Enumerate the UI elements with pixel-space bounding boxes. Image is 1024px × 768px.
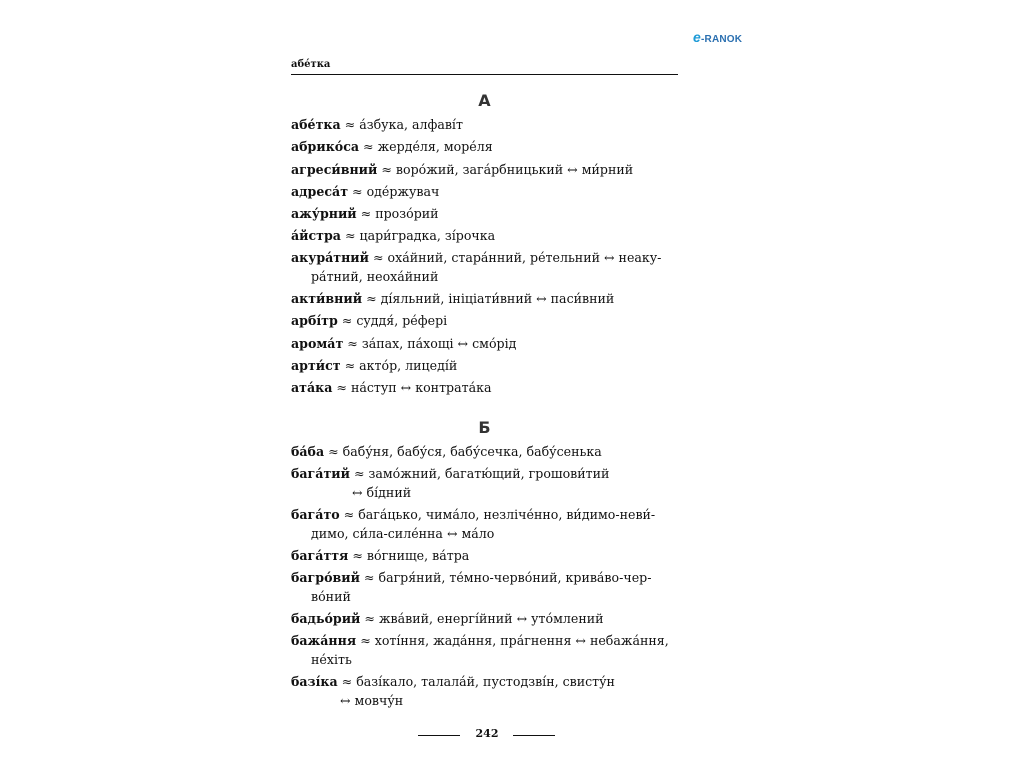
dictionary-entry xyxy=(291,182,681,201)
dictionary-entry xyxy=(291,289,681,308)
dictionary-entry xyxy=(291,137,681,156)
definition: ≈ во́гнище, ва́тра xyxy=(348,548,470,563)
definition: ≈ оде́ржувач xyxy=(348,184,440,199)
headword: а́йстра xyxy=(291,228,341,243)
dictionary-entry xyxy=(291,334,681,353)
definition: ≈ акто́р, лицеді́й xyxy=(340,358,458,373)
dictionary-entry xyxy=(291,248,681,267)
headword: арти́ст xyxy=(291,358,341,373)
definition-continuation: во́ний xyxy=(311,589,351,604)
definition: ≈ ді́яльний, ініціати́вний ↔ паси́вний xyxy=(362,291,615,306)
definition: ≈ замо́жний, багатю́щий, грошови́тий xyxy=(349,466,610,481)
dictionary-entry xyxy=(291,609,681,628)
headword: базі́ка xyxy=(291,674,338,689)
definition-continuation: ↔ бі́дний xyxy=(352,485,412,500)
dictionary-entry xyxy=(291,311,681,330)
dictionary-entry xyxy=(291,356,681,375)
headword: бага́тий xyxy=(291,466,350,481)
definition: ≈ жва́вий, енергі́йний ↔ уто́млений xyxy=(360,611,604,626)
definition-continuation: ↔ мовчу́н xyxy=(340,693,404,708)
logo-e: e xyxy=(693,29,701,45)
headword: абе́тка xyxy=(291,117,341,132)
headword: ажу́рний xyxy=(291,206,357,221)
headword: багро́вий xyxy=(291,570,360,585)
headword: абрико́са xyxy=(291,139,360,154)
dictionary-entry xyxy=(291,568,681,587)
running-head: абе́тка xyxy=(291,59,331,70)
section-letter-a: А xyxy=(478,91,491,110)
definition: ≈ бага́цько, чима́ло, незліче́нно, ви́димо-неви́- xyxy=(339,507,656,522)
headword: бажа́ння xyxy=(291,633,357,648)
headword: агреси́вний xyxy=(291,162,378,177)
dictionary-entry xyxy=(291,226,681,245)
footer-rule-right xyxy=(513,735,555,736)
headword: адреса́т xyxy=(291,184,349,199)
definition: ≈ бабу́ня, бабу́ся, бабу́сечка, бабу́сенька xyxy=(324,444,602,459)
dictionary-entry xyxy=(291,546,681,565)
definition: ≈ на́ступ ↔ контрата́ка xyxy=(332,380,492,395)
dictionary-entry xyxy=(291,464,681,483)
dictionary-entry xyxy=(291,115,681,134)
definition-continuation: димо, си́ла-силе́нна ↔ ма́ло xyxy=(311,526,495,541)
definition: ≈ оха́йний, стара́нний, ре́тельний ↔ неаку- xyxy=(369,250,662,265)
definition: ≈ а́збука, алфаві́т xyxy=(340,117,463,132)
publisher-logo xyxy=(693,29,742,45)
logo-text: -RANOK xyxy=(701,34,743,45)
definition: ≈ суддя́, ре́фері xyxy=(337,313,448,328)
footer-rule-left xyxy=(418,735,460,736)
dictionary-entry xyxy=(291,160,681,179)
header-rule xyxy=(291,74,678,75)
dictionary-entry xyxy=(291,442,681,461)
page-number: 242 xyxy=(475,727,499,740)
dictionary-entry xyxy=(291,505,681,524)
headword: ата́ка xyxy=(291,380,333,395)
definition: ≈ багря́ний, те́мно-черво́ний, крива́во-чер- xyxy=(359,570,652,585)
headword: арома́т xyxy=(291,336,344,351)
definition: ≈ жерде́ля, море́ля xyxy=(359,139,493,154)
headword: бадьо́рий xyxy=(291,611,361,626)
definition: ≈ прозо́рий xyxy=(356,206,439,221)
headword: арбі́тр xyxy=(291,313,338,328)
dictionary-entry xyxy=(291,631,681,650)
headword: бага́то xyxy=(291,507,340,522)
definition: ≈ воро́жий, зага́рбницький ↔ ми́рний xyxy=(377,162,634,177)
dictionary-entry xyxy=(291,672,681,691)
definition-continuation: ра́тний, неоха́йний xyxy=(311,269,439,284)
dictionary-entry xyxy=(291,378,681,397)
headword: ба́ба xyxy=(291,444,325,459)
definition: ≈ хоті́ння, жада́ння, пра́гнення ↔ небажа́ння, xyxy=(356,633,669,648)
section-letter-b: Б xyxy=(478,418,491,437)
headword: акура́тний xyxy=(291,250,369,265)
definition: ≈ за́пах, па́хощі ↔ смо́рід xyxy=(343,336,517,351)
definition: ≈ базі́кало, талала́й, пустодзві́н, свисту́н xyxy=(337,674,615,689)
definition: ≈ цари́градка, зі́рочка xyxy=(340,228,496,243)
headword: бага́ття xyxy=(291,548,349,563)
headword: акти́вний xyxy=(291,291,363,306)
definition-continuation: не́хіть xyxy=(311,652,352,667)
dictionary-entry xyxy=(291,204,681,223)
